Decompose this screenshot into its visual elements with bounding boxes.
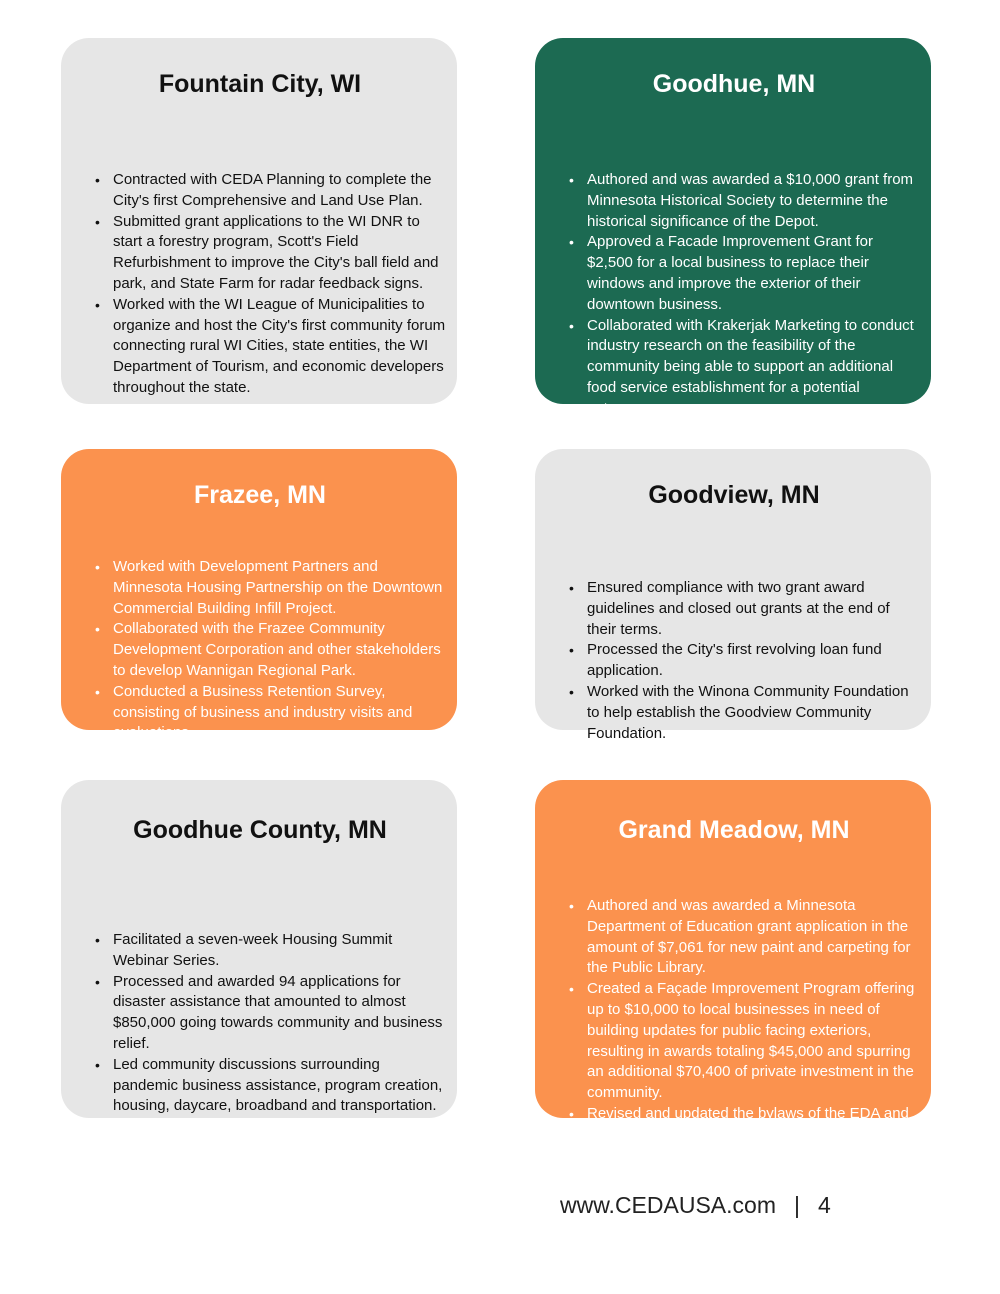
list-item: • Submitted grant applications to the WI DNR to start a forestry program, Scott's Field Refurbishment to improve the City's ball field and park, and State Farm for radar feedback signs.	[87, 212, 447, 295]
page-number: 4	[817, 1192, 831, 1218]
list-item: • Processed the City's first revolving loan fund application.	[561, 640, 921, 682]
card-title: Goodview, MN	[648, 481, 820, 509]
card-title: Frazee, MN	[194, 481, 326, 509]
bullet-list	[87, 930, 447, 1117]
list-item: • Collaborated with the Frazee Community Development Corporation and other stakeholders to develop Wannigan Regional Park.	[87, 619, 447, 681]
card-goodhue	[535, 38, 931, 417]
list-item: • Authored and was awarded a $10,000 grant from Minnesota Historical Society to determine the historical significance of the Depot.	[561, 170, 921, 232]
list-item: • Ensured compliance with two grant award guidelines and closed out grants at the end of their terms.	[561, 578, 921, 640]
card-grand-meadow	[535, 780, 931, 1164]
card-goodhue-county	[61, 780, 457, 1118]
list-item: • Revised and updated the bylaws of the EDA and enacted adjustments to the Revolving Loan Fund guidelines and requirements.	[561, 1104, 921, 1166]
bullet-list	[87, 170, 447, 399]
list-item: • Contracted with CEDA Planning to complete the City's first Comprehensive and Land Use Plan.	[87, 170, 447, 212]
card-title: Fountain City, WI	[158, 70, 362, 98]
list-item: • Created a Façade Improvement Program offering up to $10,000 to local businesses in need of building updates for public facing exteriors, resulting in awards totaling $45,000 and spurring an additional $70,400 of private investment in the community.	[561, 979, 921, 1104]
list-item: • Conducted a Business Retention Survey, consisting of business and industry visits and evaluations.	[87, 682, 447, 744]
list-item: • Authored and was awarded a Minnesota Department of Education grant application in the amount of $7,061 for new paint and carpeting for the Public Library.	[561, 896, 921, 979]
list-item: • Facilitated a seven-week Housing Summit Webinar Series.	[87, 930, 447, 972]
card-fountain-city	[61, 38, 457, 404]
card-frazee	[61, 449, 457, 742]
list-item: • Approved a Facade Improvement Grant for $2,500 for a local business to replace their windows and improve the exterior of their downtown business.	[561, 232, 921, 315]
card-goodview	[535, 449, 931, 742]
list-item: • Worked with Development Partners and Minnesota Housing Partnership on the Downtown Commercial Building Infill Project.	[87, 557, 447, 619]
card-title: Grand Meadow, MN	[618, 816, 850, 844]
list-item: • Worked with the WI League of Municipalities to organize and host the City's first community forum connecting rural WI Cities, state entities, the WI Department of Tourism, and economic developers throughout the state.	[87, 295, 447, 399]
bullet-list	[561, 170, 921, 420]
page-footer	[560, 1192, 900, 1219]
list-item: • Collaborated with Krakerjak Marketing to conduct industry research on the feasibility of the community being able to support an additional food service establishment for a potential entrepreneur.	[561, 316, 921, 420]
bullet-list	[561, 578, 921, 744]
card-title: Goodhue County, MN	[133, 816, 387, 844]
list-item: • Led community discussions surrounding pandemic business assistance, program creation, housing, daycare, broadband and transportation.	[87, 1055, 447, 1117]
card-title: Goodhue, MN	[652, 70, 816, 98]
website-link[interactable]: www.CEDAUSA.com	[560, 1192, 776, 1218]
bullet-list	[87, 557, 447, 744]
list-item: • Processed and awarded 94 applications for disaster assistance that amounted to almost $850,000 going towards community and business relief.	[87, 972, 447, 1055]
list-item: • Worked with the Winona Community Foundation to help establish the Goodview Community Foundation.	[561, 682, 921, 744]
footer-separator: |	[793, 1192, 800, 1218]
bullet-list	[561, 896, 921, 1166]
